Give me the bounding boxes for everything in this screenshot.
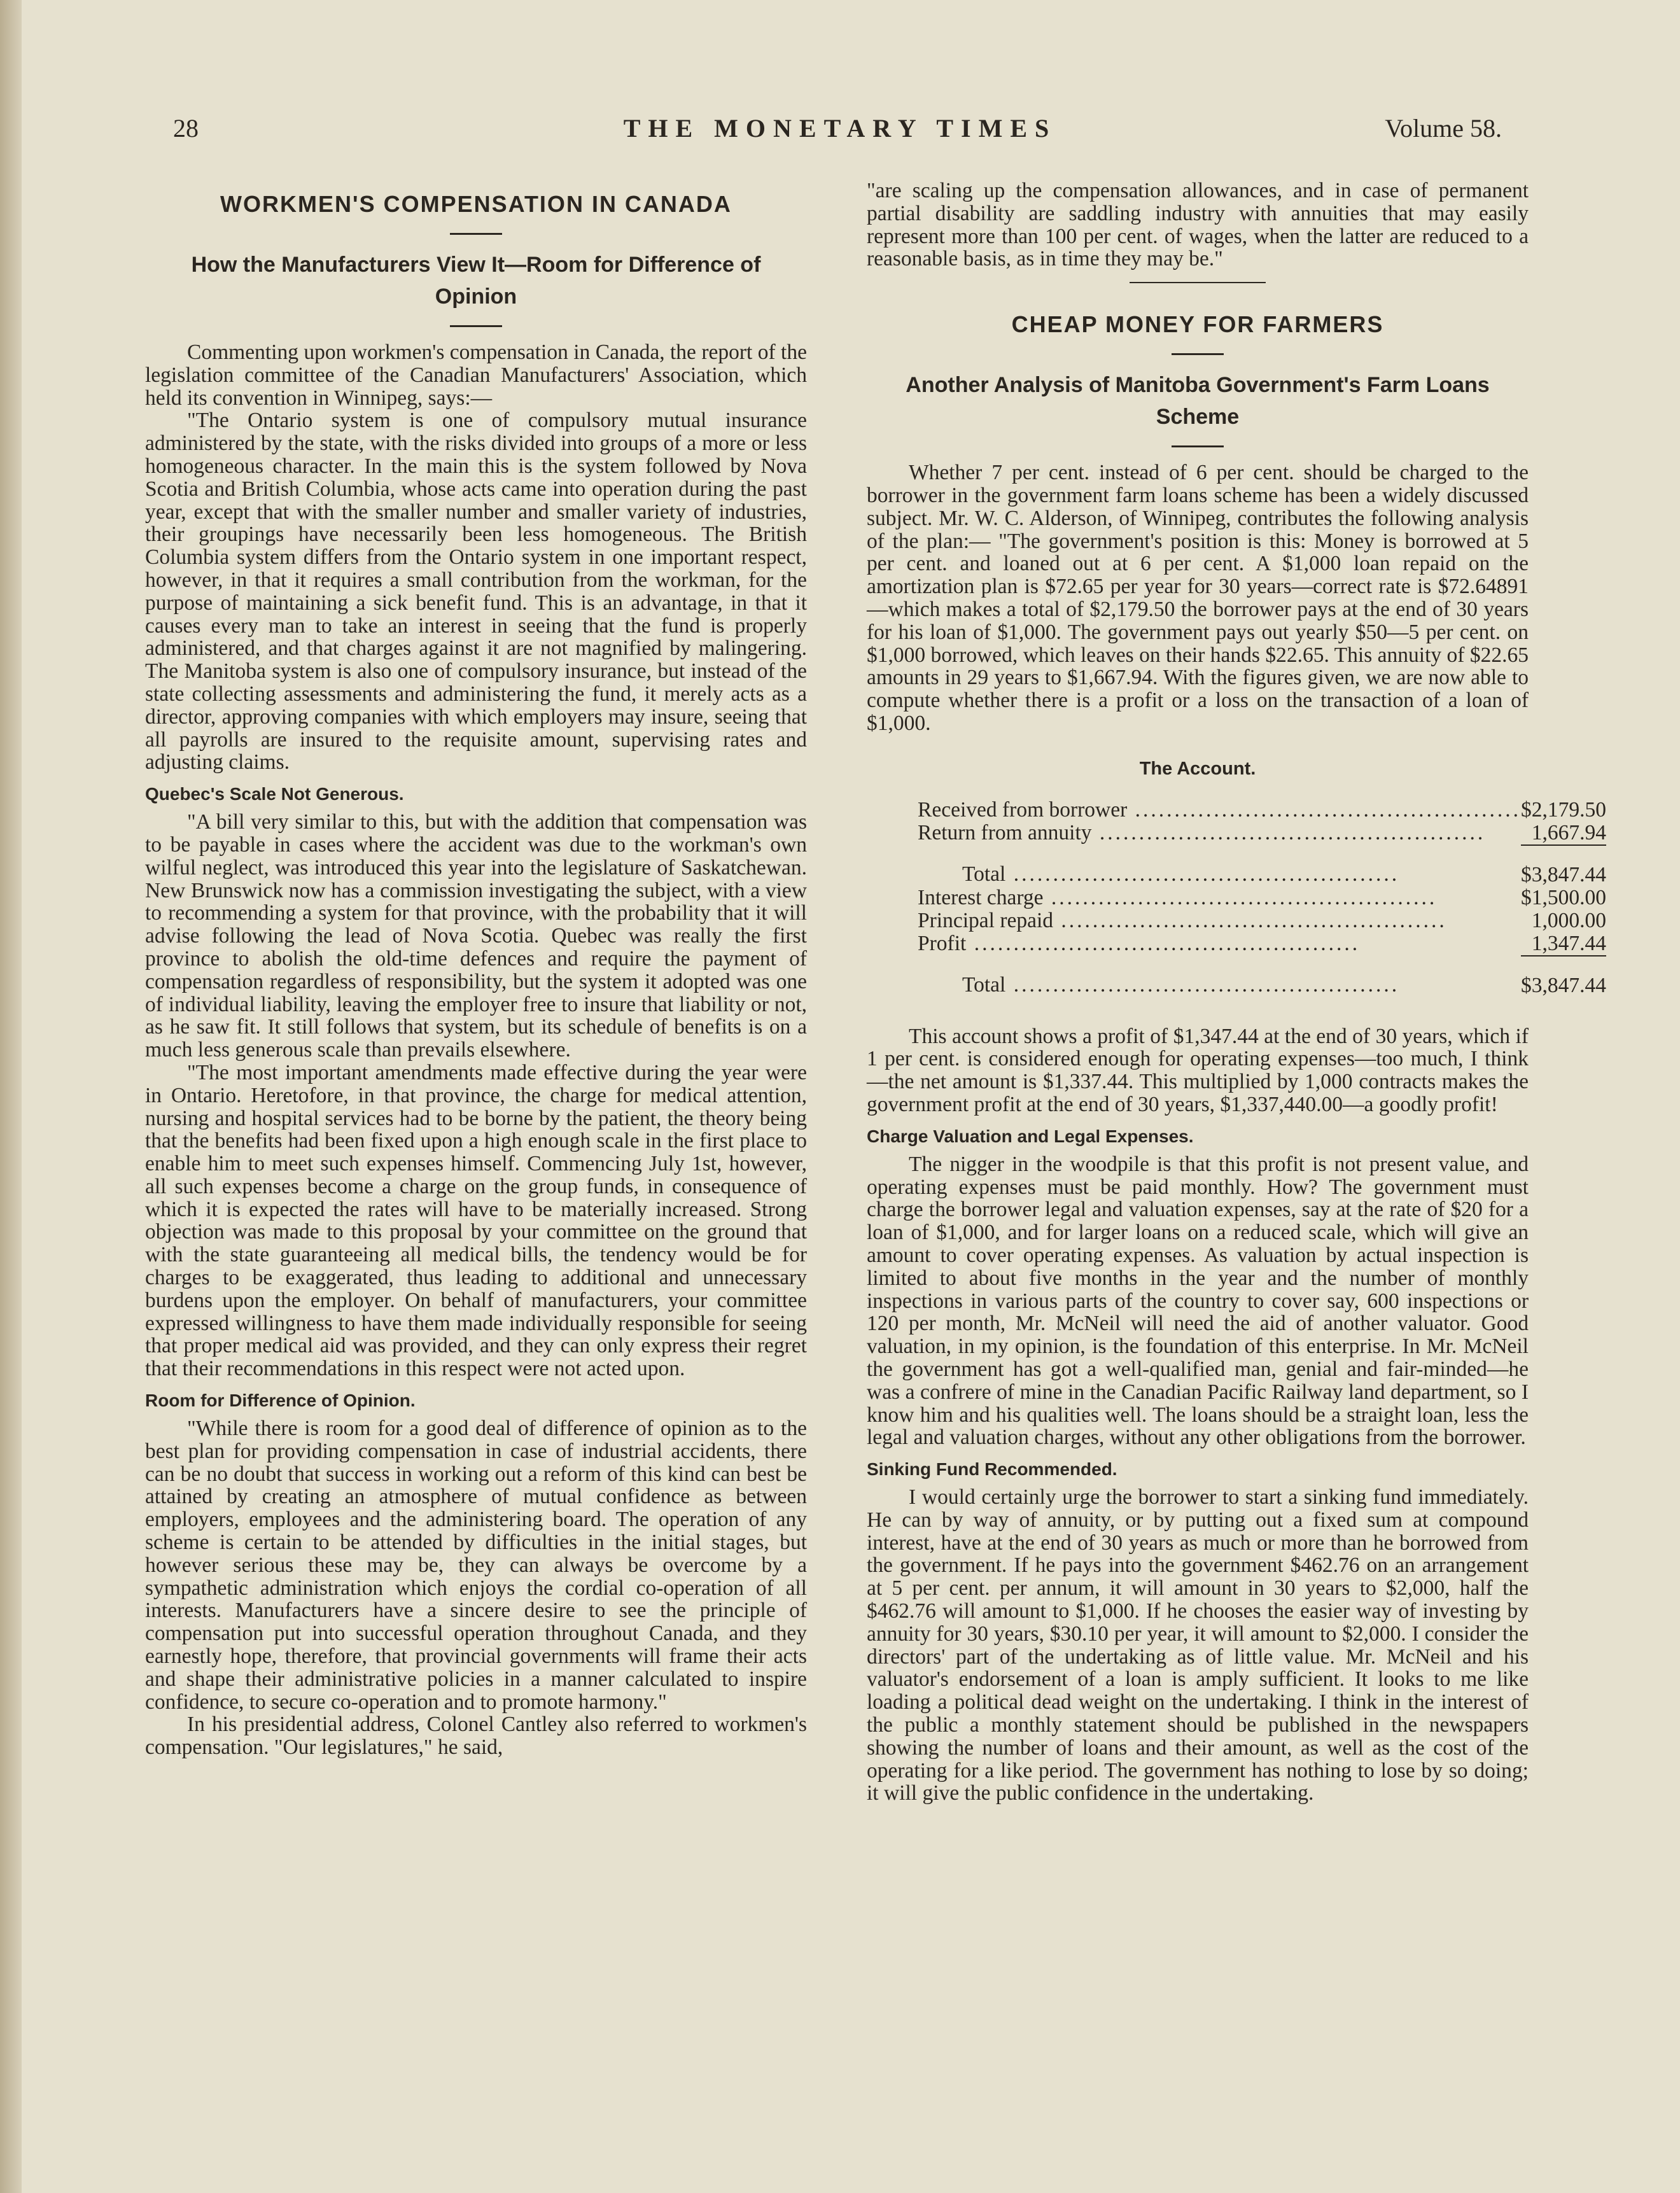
article1-paragraph: "The Ontario system is one of compulsory mutual insurance administered by the state, with the risks divided into groups of a more or less homogeneous character. In the main this is the system followed by Nova Scotia and British Columbia, whose acts came into operation during the past year, except that with the smaller number and smaller variety of industries, their groupings have necessarily been less homogeneous. The British Columbia system differs from the Ontario system in one important respect, however, in that it requires a small contribution from the workman, for the purpose of maintaining a sick benefit fund. This is an advantage, in that it causes every man to take an interest in seeing that the fund is properly administered, and that charges against it are not magnified by malingering. The Manitoba system is also one of compulsory insurance, but instead of the state collecting assessments and administering the fund, it merely acts as a director, approving companies with which employers may insure, seeing that all payrolls are insured to the requisite amount, supervising rates and adjusting claims. [145,409,807,774]
account-label: Total [962,862,1006,886]
account-amount: $2,179.50 [1521,797,1607,822]
deck-rule [1172,445,1224,447]
headline-rule [1172,353,1224,355]
account-title: The Account. [1139,758,1256,779]
article1-paragraph: "The most important amendments made effective during the year were in Ontario. Heretofore, in that province, the charge for medical attention, nursing and hospital services had to be borne by the patient, the theory being that the benefits had been fixed upon a high enough scale in the first place to enable him to meet such expenses himself. Commencing July 1st, however, all such expenses become a charge on the group funds, in consequence of which it is expected the rates will have to be materially increased. Strong objection was made to this proposal by your committee on the ground that with the state guaranteeing all medical bills, the tendency would be for charges to be exaggerated, thus leading to additional and unnecessary burdens upon the employer. On behalf of manufacturers, your committee expressed willingness to have them made individually responsible for seeing that proper medical aid was provided, and they can only express their regret that their recommendations in this respect were not acted upon. [145,1060,807,1381]
article1-subhead-quebec: Quebec's Scale Not Generous. [145,784,404,804]
account-label: Total [962,973,1006,997]
deck-rule [450,325,502,327]
article2-subhead-sinking: Sinking Fund Recommended. [867,1459,1117,1480]
account-label: Profit [918,932,967,956]
publication-title: THE MONETARY TIMES [623,114,1057,143]
article1-headline: WORKMEN'S COMPENSATION IN CANADA [220,191,732,217]
account-row: Principal repaid ................................................. 1,000.00 [918,908,1607,932]
article1-paragraph: Commenting upon workmen's compensation in Canada, the report of the legislation committee of the Canadian Manufacturers' Association, which held its convention in Winnipeg, says:— [145,340,807,410]
headline-rule [450,233,502,235]
volume-label: Volume 58. [1385,114,1502,143]
account-row: Received from borrower ................................................. $2,179.50 [918,797,1607,822]
article2-paragraph: I would certainly urge the borrower to start a sinking fund immediately. He can by way of annuity, or by putting out a fixed sum at compound interest, have at the end of 30 years as much or more than he borrowed from the government. If he pays into the government $462.76 on an arrangement at 5 per cent. per annum, it will amount in 30 years to $2,000, half the $462.76 will amount to $1,000. If he chooses the easier way of investing by annuity for 30 years, $30.10 per year, it will amount to $2,000. I consider the directors' part of the undertaking as of little value. Mr. McNeil and his valuator's endorsement of a loan is amply sufficient. It looks to me like loading a political dead weight on the undertaking. I think in the interest of the public a monthly statement should be published in the newspapers showing the number of loans and their amount, as well as the cost of the operating for a like period. The government has nothing to lose by so doing; it will give the public confidence in the undertaking. [867,1485,1529,1805]
article2-deck: Another Analysis of Manitoba Government's Farm Loans Scheme [906,373,1490,430]
article2-subhead-valuation: Charge Valuation and Legal Expenses. [867,1126,1194,1146]
right-column [867,179,1607,1805]
article2-headline: CHEAP MONEY FOR FARMERS [1011,311,1384,338]
running-header [0,113,1680,151]
left-column [145,179,807,1759]
article2-paragraph: This account shows a profit of $1,347.44 at the end of 30 years, which if 1 per cent. is considered enough for operating expenses—too much, I think—the net amount is $1,337.44. This multiplied by 1,000 contracts makes the government profit at the end of 30 years, $1,337,440.00—a goodly profit! [867,1024,1529,1116]
account-row: Return from annuity ................................................. 1,667.94 [918,820,1607,845]
account-row: Profit ................................................. 1,347.44 [918,931,1607,956]
account-table [918,799,1606,997]
account-row: Interest charge ................................................. $1,500.00 [918,885,1607,909]
page-edge-shadow [0,0,22,2193]
account-amount: 1,000.00 [1531,908,1607,932]
article1-subhead-difference: Room for Difference of Opinion. [145,1391,416,1411]
page-number: 28 [173,114,199,143]
account-amount: $3,847.44 [1521,956,1606,997]
account-label: Principal repaid [918,909,1054,932]
account-amount: 1,347.44 [1531,931,1607,955]
account-amount: $1,500.00 [1521,885,1607,909]
account-total-row: Total ................................................. $3,847.44 [918,845,1606,886]
article1-paragraph: "While there is room for a good deal of difference of opinion as to the best plan for providing compensation in case of industrial accidents, there can be no doubt that success in working out a reform of this kind can best be attained by creating an atmosphere of mutual confidence as between employers, employees and the administering board. The operation of any scheme is certain to be attended by difficulties in the initial stages, but however serious these may be, they can always be overcome by a sympathetic administration which enjoys the cordial co-operation of all interests. Manufacturers have a sincere desire to see the principle of compensation put into successful operation throughout Canada, and they earnestly hope, therefore, that provincial governments will frame their acts and shape their administrative policies in a manner calculated to inspire confidence, to secure co-operation and to promote harmony." [145,1417,807,1714]
article2-paragraph: The nigger in the woodpile is that this profit is not present value, and operating expenses must be paid monthly. How? The government must charge the borrower legal and valuation expenses, say at the rate of $20 for a loan of $1,000, and for larger loans on a reduced scale, which will give an amount to cover operating expenses. As valuation by actual inspection is limited to about five months in the year and the number of monthly inspections in various parts of the country to cover say, 600 inspections or 120 per month, Mr. McNeil will need the aid of another valuator. Good valuation, in my opinion, is the foundation of this enterprise. In Mr. McNeil the government has got a well-qualified man, genial and fair-minded—he was a confrere of mine in the Canadian Pacific Railway land department, so I know him and his qualities well. The loans should be a straight loan, less the legal and valuation charges, without any other obligations from the borrower. [867,1152,1529,1450]
article-divider [1130,282,1266,283]
account-label: Received from borrower [918,798,1128,822]
account-label: Interest charge [918,886,1044,909]
account-amount: 1,667.94 [1531,820,1607,844]
article1-paragraph: In his presidential address, Colonel Cantley also referred to workmen's compensation. "Our legislatures," he said, [145,1713,807,1760]
article1-continuation: "are scaling up the compensation allowances, and in case of permanent partial disability are saddling industry with annuities that may easily represent more than 100 per cent. of wages, when the latter are reduced to a reasonable basis, as in time they may be." [867,179,1529,271]
article1-deck: How the Manufacturers View It—Room for Difference of Opinion [191,253,761,309]
account-label: Return from annuity [918,821,1092,845]
account-amount: $3,847.44 [1521,845,1606,886]
article1-paragraph: "A bill very similar to this, but with the addition that compensation was to be payable in cases where the accident was due to the workman's own wilful neglect, was introduced this year into the legislature of Saskatchewan. New Brunswick now has a commission investigating the subject, with a view to recommending a system for that province, with the probability that it will advise following the lead of Nova Scotia. Quebec was really the first province to abolish the old-time defences and require the payment of compensation regardless of responsibility, but the system it adopted was one of individual liability, leaving the employer free to insure that liability or not, as he saw fit. It still follows that system, but its schedule of benefits is on a much less generous scale than prevails elsewhere. [145,810,807,1062]
account-total-row: Total ................................................. $3,847.44 [918,956,1606,997]
article2-intro: Whether 7 per cent. instead of 6 per cent. should be charged to the borrower in the government farm loans scheme has been a widely discussed subject. Mr. W. C. Alderson, of Winnipeg, contributes the following analysis of the plan:— "The government's position is this: Money is borrowed at 5 per cent. and loaned out at 6 per cent. A $1,000 loan repaid on the amortization plan is $72.65 per year for 30 years—correct rate is $72.64891—which makes a total of $2,179.50 the borrower pays at the end of 30 years for his loan of $1,000. The government pays out yearly $50—5 per cent. on $1,000 borrowed, which leaves on their hands $22.65. This annuity of $22.65 amounts in 29 years to $1,667.94. With the figures given, we are now able to compute whether there is a profit or a loss on the transaction of a loan of $1,000. [867,461,1529,735]
